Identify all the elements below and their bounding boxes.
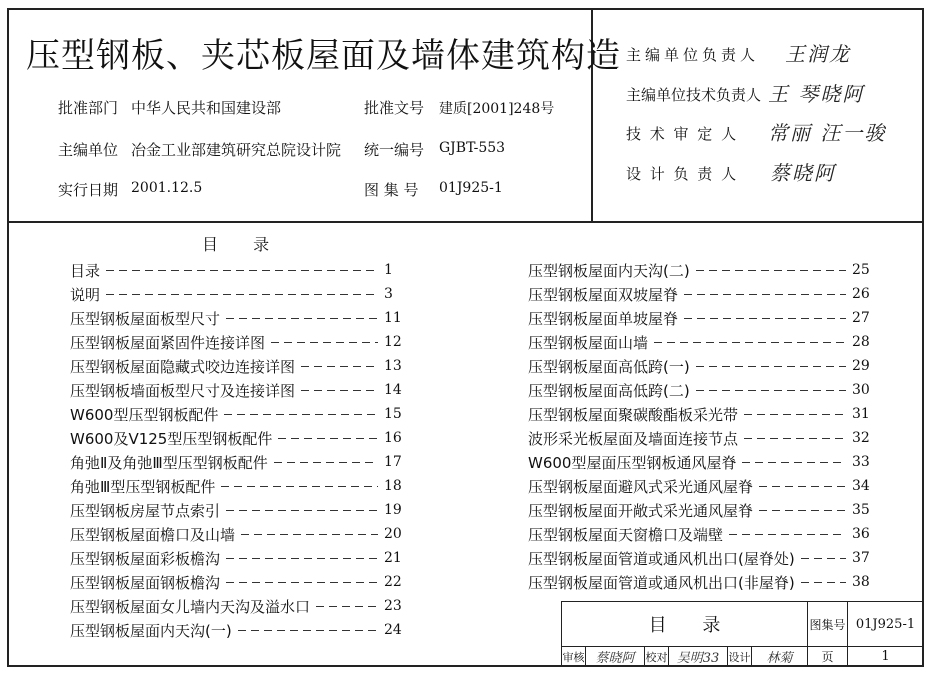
toc-item-page: 18 [384,478,402,494]
signature-tech-reviewer: 常丽 汪一骏 [768,121,887,145]
toc-item-title: 压型钢板屋面单坡屋脊 [528,309,679,328]
toc-item-title: 压型钢板屋面女儿墙内天沟及溢水口 [70,597,311,616]
design-signature: 林菊 [766,651,793,666]
toc-item-title: 压型钢板屋面聚碳酸酯板采光带 [528,405,739,424]
leader-dashes [106,294,378,295]
signature-design-lead: 蔡晓阿 [770,161,836,185]
leader-dashes [744,414,846,415]
leader-dashes [684,294,846,295]
meta-value-approval-dept: 中华人民共和国建设部 [131,99,282,117]
toc-item-title: W600型屋面压型钢板通风屋脊 [528,453,737,472]
toc-item[interactable] [70,451,406,473]
toc-item-page: 12 [384,334,402,350]
toc-item[interactable] [528,403,874,425]
toc-item-page: 17 [384,454,402,470]
toc-item-page: 21 [384,550,402,566]
toc-item-title: 压型钢板屋面避风式采光通风屋脊 [528,477,754,496]
toc-item-title: 压型钢板房屋节点索引 [70,501,221,520]
meta-value-atlas-no: 01J925-1 [439,180,503,196]
check-label: 校对 [645,650,668,664]
atlas-no-value: 01J925-1 [855,616,916,632]
page-label: 页 [821,650,834,664]
toc-item[interactable] [528,259,874,281]
toc-item[interactable] [70,619,406,641]
leader-dashes [729,534,846,535]
toc-item[interactable] [70,523,406,545]
toc-item[interactable] [70,499,406,521]
toc-item[interactable] [70,403,406,425]
toc-item-title: W600型压型钢板配件 [70,405,219,424]
toc-item-title: 压型钢板屋面高低跨(二) [528,381,690,400]
toc-item-page: 20 [384,526,402,542]
toc-item[interactable] [528,331,874,353]
document-title: 压型钢板、夹芯板屋面及墙体建筑构造 [26,36,621,76]
leader-dashes [759,510,846,511]
toc-item-page: 1 [384,262,393,278]
toc-item-title: W600及V125型压型钢板配件 [70,429,273,448]
leader-dashes [226,510,378,511]
toc-item-page: 32 [852,430,870,446]
leader-dashes [801,558,846,559]
leader-dashes [226,318,378,319]
toc-item-title: 目录 [70,261,101,280]
toc-item[interactable] [528,283,874,305]
review-signature: 蔡晓阿 [595,651,635,666]
toc-item-page: 28 [852,334,870,350]
toc-item-page: 19 [384,502,402,518]
header-divider [7,221,924,223]
toc-item[interactable] [70,355,406,377]
toc-item-title: 压型钢板屋面紧固件连接详图 [70,333,266,352]
toc-item[interactable] [528,355,874,377]
toc-item[interactable] [528,451,874,473]
toc-item-page: 24 [384,622,402,638]
toc-item-page: 16 [384,430,402,446]
toc-item-title: 压型钢板屋面板型尺寸 [70,309,221,328]
toc-item[interactable] [70,307,406,329]
toc-item-title: 角弛Ⅱ及角弛Ⅲ型压型钢板配件 [70,453,268,472]
toc-item-title: 压型钢板屋面钢板檐沟 [70,573,221,592]
leader-dashes [301,366,378,367]
toc-item[interactable] [70,427,406,449]
leader-dashes [226,582,378,583]
review-label: 审核 [562,650,585,664]
leader-dashes [684,318,846,319]
toc-item-page: 33 [852,454,870,470]
signature-chief-unit: 王润龙 [785,42,851,66]
toc-item-title: 压型钢板屋面隐藏式咬边连接详图 [70,357,296,376]
toc-item-title: 压型钢板屋面内天沟(二) [528,261,690,280]
toc-item[interactable] [70,547,406,569]
toc-item-page: 34 [852,478,870,494]
meta-value-approval-doc: 建质[2001]248号 [439,101,555,117]
toc-item[interactable] [528,523,874,545]
meta-value-effective-date: 2001.12.5 [131,180,203,196]
page-number: 1 [881,649,890,664]
toc-item[interactable] [528,379,874,401]
toc-item-title: 压型钢板墙面板型尺寸及连接详图 [70,381,296,400]
toc-item-page: 26 [852,286,870,302]
leader-dashes [696,366,846,367]
resp-label-tech-reviewer: 技 术 审 定 人 [626,125,739,143]
toc-item-page: 35 [852,502,870,518]
toc-item-title: 压型钢板屋面高低跨(一) [528,357,690,376]
leader-dashes [271,342,378,343]
leader-dashes [224,414,378,415]
meta-label-unified-no: 统一编号 [364,141,425,159]
resp-label-chief-unit: 主编单位负责人 [626,46,760,64]
toc-item-page: 30 [852,382,870,398]
toc-item-page: 29 [852,358,870,374]
outer-border-top [7,8,924,10]
toc-item-title: 压型钢板屋面山墙 [528,333,649,352]
leader-dashes [238,630,378,631]
meta-label-approval-dept: 批准部门 [58,99,119,117]
toc-item[interactable] [70,331,406,353]
meta-value-editor-unit: 冶金工业部建筑研究总院设计院 [131,141,342,159]
toc-item[interactable] [70,571,406,593]
leader-dashes [316,606,378,607]
toc-item-page: 36 [852,526,870,542]
toc-item-page: 3 [384,286,393,302]
drawing-name: 目 录 [648,615,721,636]
toc-item-page: 25 [852,262,870,278]
toc-item[interactable] [528,547,874,569]
check-signature: 吴明33 [676,651,720,666]
toc-item-page: 15 [384,406,402,422]
toc-item[interactable] [528,427,874,449]
leader-dashes [744,438,846,439]
signature-chief-tech: 王 琴晓阿 [768,82,865,106]
leader-dashes [241,534,378,535]
leader-dashes [759,486,846,487]
leader-dashes [226,558,378,559]
toc-item[interactable] [70,259,406,281]
toc-item-page: 22 [384,574,402,590]
toc-heading: 目 录 [202,235,270,254]
toc-item-page: 27 [852,310,870,326]
toc-item-title: 压型钢板屋面开敞式采光通风屋脊 [528,501,754,520]
toc-item[interactable] [70,475,406,497]
toc-item-title: 压型钢板屋面管道或通风机出口(非屋脊) [528,573,795,592]
toc-item-page: 11 [384,310,402,326]
toc-item[interactable] [70,595,406,617]
leader-dashes [696,390,846,391]
toc-item[interactable] [70,283,406,305]
toc-item-title: 压型钢板屋面管道或通风机出口(屋脊处) [528,549,795,568]
outer-border-left [7,8,9,667]
toc-item-page: 14 [384,382,402,398]
leader-dashes [301,390,378,391]
toc-item-title: 压型钢板屋面双坡屋脊 [528,285,679,304]
toc-item[interactable] [528,571,874,593]
toc-item-title: 压型钢板屋面檐口及山墙 [70,525,236,544]
leader-dashes [106,270,378,271]
toc-item-page: 31 [852,406,870,422]
toc-item-title: 压型钢板屋面彩板檐沟 [70,549,221,568]
meta-value-unified-no: GJBT-553 [439,140,506,156]
toc-item[interactable] [528,307,874,329]
toc-item-page: 23 [384,598,402,614]
design-label: 设计 [728,650,751,664]
toc-item-title: 角弛Ⅲ型压型钢板配件 [70,477,216,496]
leader-dashes [696,270,846,271]
toc-item[interactable] [528,475,874,497]
leader-dashes [278,438,378,439]
toc-item-page: 38 [852,574,870,590]
leader-dashes [742,462,846,463]
toc-item-title: 压型钢板屋面天窗檐口及端壁 [528,525,724,544]
toc-item-title: 波形采光板屋面及墙面连接节点 [528,429,739,448]
leader-dashes [221,486,378,487]
leader-dashes [801,582,846,583]
meta-label-editor-unit: 主编单位 [58,141,119,159]
toc-item-page: 13 [384,358,402,374]
resp-label-design-lead: 设 计 负 责 人 [626,165,739,183]
meta-label-atlas-no: 图 集 号 [364,181,419,199]
meta-label-approval-doc: 批准文号 [364,99,425,117]
toc-item-page: 37 [852,550,870,566]
outer-border-right [922,8,924,667]
toc-item[interactable] [70,379,406,401]
meta-label-effective-date: 实行日期 [58,181,119,199]
toc-item[interactable] [528,499,874,521]
toc-item-title: 说明 [70,285,101,304]
leader-dashes [654,342,846,343]
resp-label-chief-tech: 主编单位技术负责人 [626,86,762,104]
atlas-no-label: 图集号 [809,617,846,632]
leader-dashes [274,462,378,463]
toc-item-title: 压型钢板屋面内天沟(一) [70,621,232,640]
